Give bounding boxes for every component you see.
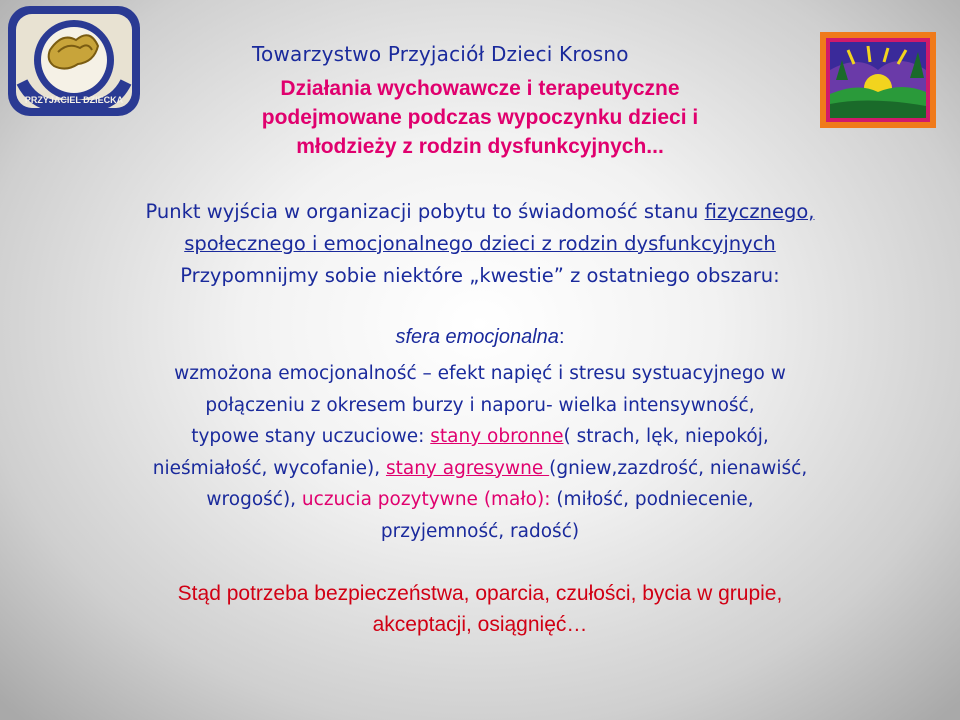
intro-line: Przypomnijmy sobie niektóre „kwestie” z ostatniego obszaru: xyxy=(180,264,780,287)
body-text: wrogość), xyxy=(206,489,302,510)
intro-underlined-term: fizycznego, xyxy=(704,200,815,223)
logo-lettering: PRZYJACIEL DZIECKA xyxy=(24,95,124,105)
intro-line xyxy=(0,228,960,260)
body-line xyxy=(0,453,960,485)
intro-line xyxy=(0,196,960,228)
body-line xyxy=(0,421,960,453)
sphere-heading xyxy=(0,326,960,349)
presentation-subtitle xyxy=(170,74,790,161)
sphere-label: sfera emocjonalna xyxy=(395,326,559,348)
body-line xyxy=(0,484,960,516)
sphere-colon: : xyxy=(558,326,565,348)
body-line: połączeniu z okresem burzy i naporu- wielka intensywność, xyxy=(205,394,755,416)
intro-underlined-term: społecznego xyxy=(184,232,306,255)
sunrise-landscape-image xyxy=(818,30,938,130)
subtitle-line: młodzieży z rodzin dysfunkcyjnych... xyxy=(296,135,664,158)
subtitle-line: Działania wychowawcze i terapeutyczne xyxy=(280,77,680,100)
body-text: typowe stany uczuciowe: xyxy=(191,426,431,447)
conclusion xyxy=(0,578,960,640)
body-text: (miłość, podniecenie, xyxy=(550,489,754,510)
body-line: przyjemność, radość) xyxy=(380,520,580,542)
aggressive-states-term: stany agresywne xyxy=(385,457,550,479)
intro-text: Punkt wyjścia w organizacji pobytu to świadomość stanu xyxy=(145,200,705,223)
intro-text: i emocjonalnego dzieci z rodzin dysfunkcyjnych xyxy=(305,232,776,255)
body-line: wzmożona emocjonalność – efekt napięć i stresu systuacyjnego w xyxy=(174,363,786,384)
przyjaciel-dziecka-logo xyxy=(2,2,144,120)
emotional-sphere-description xyxy=(0,358,960,547)
conclusion-line: akceptacji, osiągnięć… xyxy=(372,613,588,636)
body-text: ( strach, lęk, niepokój, xyxy=(563,426,769,447)
organization-name: Towarzystwo Przyjaciół Dzieci Krosno xyxy=(252,42,629,66)
conclusion-line: Stąd potrzeba bezpieczeństwa, oparcia, czułości, bycia w grupie, xyxy=(177,582,783,605)
defensive-states-term: stany obronne xyxy=(430,426,564,447)
body-text: (gniew,zazdrość, nienawiść, xyxy=(549,457,808,479)
positive-feelings-term: uczucia pozytywne (mało): xyxy=(301,489,551,510)
body-text: nieśmiałość, wycofanie), xyxy=(152,457,386,479)
intro-paragraph xyxy=(0,196,960,292)
subtitle-line: podejmowane podczas wypoczynku dzieci i xyxy=(261,106,699,129)
